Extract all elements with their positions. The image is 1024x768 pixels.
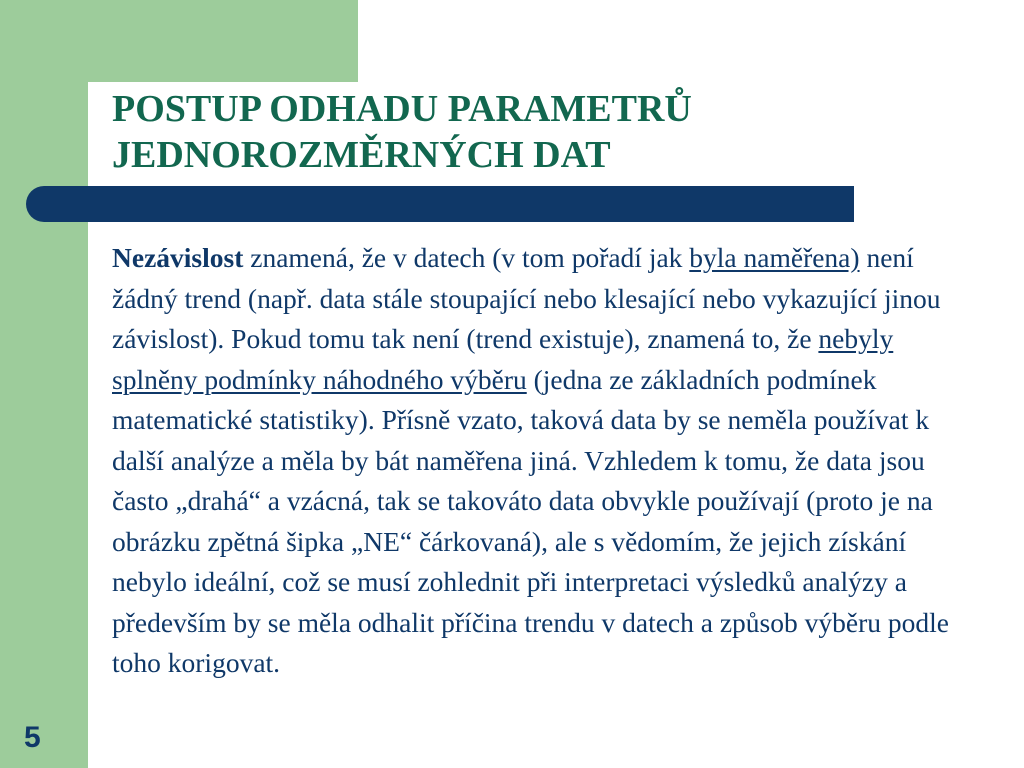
side-panel	[0, 0, 88, 768]
slide-title-line-1: POSTUP ODHADU PARAMETRŮ	[112, 88, 692, 130]
title-divider-bar	[26, 186, 854, 222]
body-text-3: (jedna ze základních podmínek matematické statistiky). Přísně vzato, taková data by se neměla používat k další analýze a měla by bát naměřena jiná. Vzhledem k tomu, že data jsou často „drahá“ a vzácná, tak se takováto data obvykle používají (proto je na obrázku zpětná šipka „NE“ čárkovaná), ale s vědomím, že jejich získání nebylo ideální, což se musí zohlednit při interpretaci výsledků analýzy a především by se měla odhalit příčina trendu v datech a způsob výběru podle toho korigovat.	[112, 363, 949, 678]
slide-title-line-2: JEDNOROZMĚRNÝCH DAT	[112, 134, 611, 176]
link-nebyly-splneny[interactable]: nebyly splněny podmínky náhodného výběru	[112, 323, 894, 395]
body-text-1: znamená, že v datech (v tom pořadí jak	[243, 242, 690, 273]
link-byla-namerena[interactable]: byla naměřena)	[689, 242, 860, 273]
lead-term: Nezávislost	[112, 242, 244, 273]
top-panel	[88, 0, 358, 82]
slide-number: 5	[24, 721, 41, 754]
body-paragraph	[112, 238, 962, 684]
body-text-2: není žádný trend (např. data stále stoupající nebo klesající nebo vykazující jinou závislost). Pokud tomu tak není (trend existuje), znamená to, že	[112, 242, 941, 354]
slide-title	[112, 86, 872, 178]
